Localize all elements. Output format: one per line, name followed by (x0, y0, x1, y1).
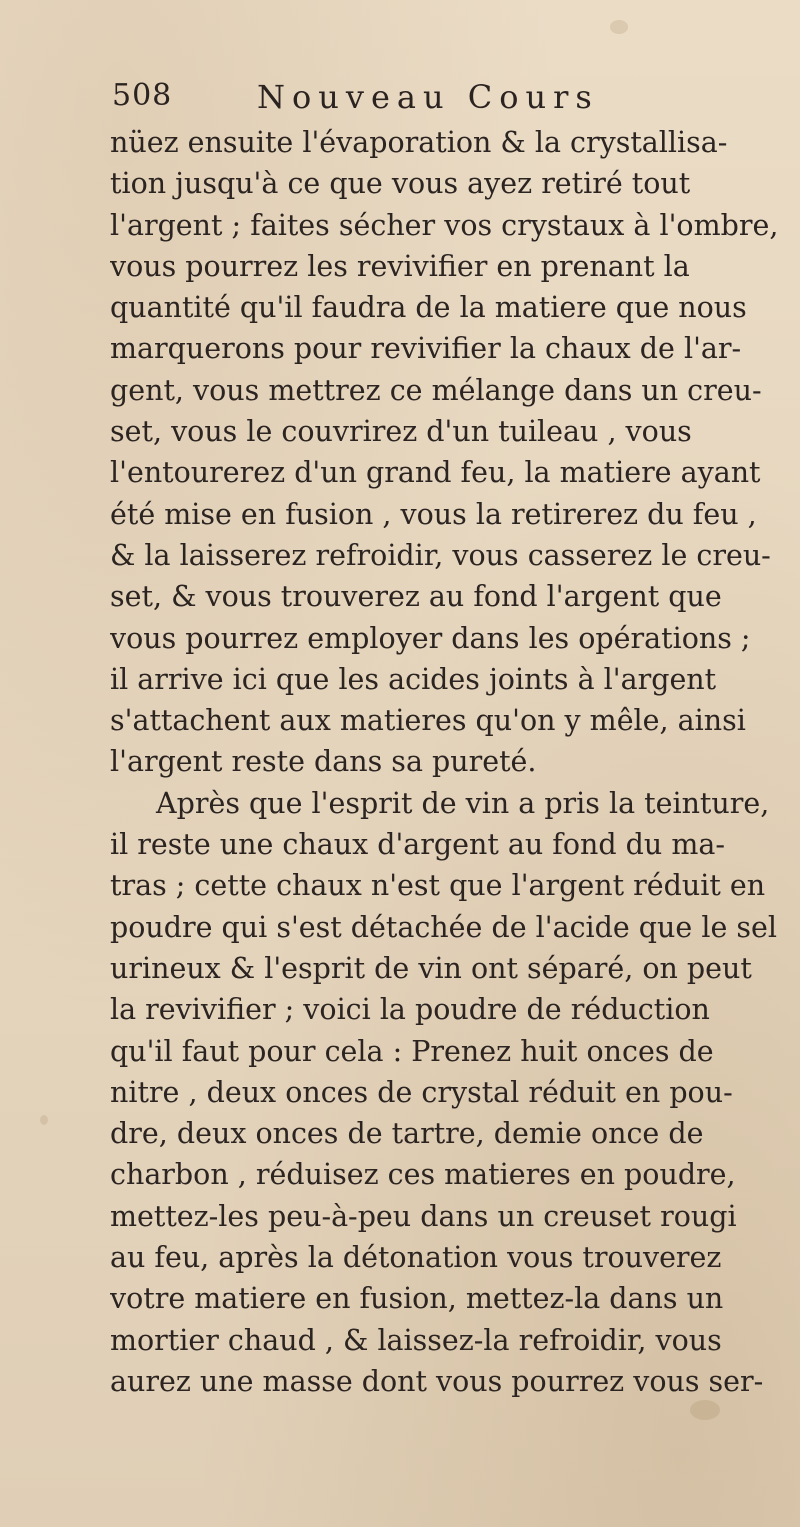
text-line: marquerons pour revivifier la chaux de l'ar- (110, 332, 742, 366)
text-line: votre matiere en fusion, mettez-la dans un (110, 1282, 724, 1316)
text-line: été mise en fusion , vous la retirerez du feu , (110, 497, 757, 531)
page-number: 508 (112, 78, 173, 113)
text-line: s'attachent aux matieres qu'on y mêle, ainsi (110, 704, 746, 738)
text-line: set, & vous trouverez au fond l'argent que (110, 580, 722, 614)
text-line: l'entourerez d'un grand feu, la matiere ayant (110, 456, 761, 490)
running-head: Nouveau Cours (257, 78, 599, 116)
body-text (110, 122, 780, 1402)
text-line: nitre , deux onces de crystal réduit en pou- (110, 1075, 733, 1109)
text-line: vous pourrez employer dans les opérations ; (110, 621, 751, 655)
text-line: mortier chaud , & laissez-la refroidir, vous (110, 1323, 722, 1357)
text-line: set, vous le couvrirez d'un tuileau , vous (110, 415, 692, 449)
paper-stain (40, 1115, 48, 1125)
text-line: la revivifier ; voici la poudre de réduction (110, 993, 710, 1027)
text-line: urineux & l'esprit de vin ont séparé, on peut (110, 951, 752, 985)
text-line: charbon , réduisez ces matieres en poudre, (110, 1158, 736, 1192)
text-line: il reste une chaux d'argent au fond du ma- (110, 828, 725, 862)
page-header (112, 74, 672, 122)
text-line: tras ; cette chaux n'est que l'argent réduit en (110, 869, 766, 903)
text-line: & la laisserez refroidir, vous casserez le creu- (110, 538, 771, 572)
text-line: l'argent ; faites sécher vos crystaux à l'ombre, (110, 208, 779, 242)
text-line: poudre qui s'est détachée de l'acide que le sel (110, 910, 777, 944)
text-line: mettez-les peu-à-peu dans un creuset rougi (110, 1199, 737, 1233)
text-line: l'argent reste dans sa pureté. (110, 745, 537, 779)
text-line: il arrive ici que les acides joints à l'argent (110, 662, 717, 696)
text-line: aurez une masse dont vous pourrez vous ser- (110, 1364, 764, 1398)
text-line: nüez ensuite l'évaporation & la crystallisa- (110, 126, 728, 159)
text-line: vous pourrez les revivifier en prenant la (110, 249, 690, 283)
paper-stain (690, 1400, 720, 1420)
text-line: gent, vous mettrez ce mélange dans un creu- (110, 373, 762, 407)
text-line: dre, deux onces de tartre, demie once de (110, 1117, 704, 1151)
text-line: au feu, après la détonation vous trouverez (110, 1241, 722, 1275)
paragraph-start-line: Après que l'esprit de vin a pris la teinture, (156, 786, 770, 820)
paper-stain (610, 20, 628, 34)
text-line: quantité qu'il faudra de la matiere que nous (110, 291, 747, 325)
text-line: tion jusqu'à ce que vous ayez retiré tout (110, 167, 691, 201)
text-line: qu'il faut pour cela : Prenez huit onces de (110, 1034, 714, 1068)
